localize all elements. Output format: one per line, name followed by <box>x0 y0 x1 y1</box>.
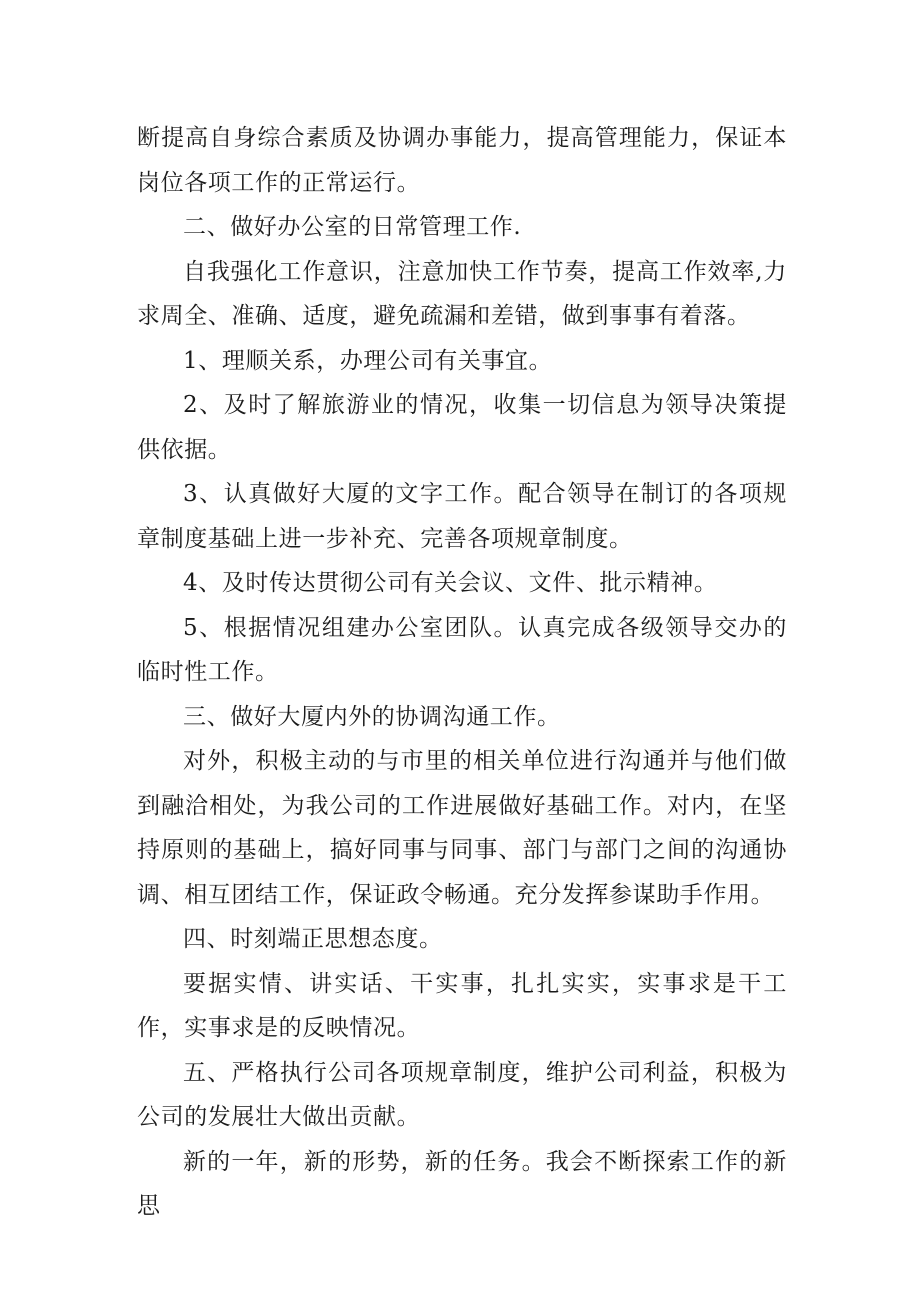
section-heading-4: 四、时刻端正思想态度。 <box>183 926 443 952</box>
document-body <box>137 116 787 1229</box>
paragraph-continuation: 断提高自身综合素质及协调办事能力，提高管理能力，保证本岗位各项工作的正常运行。 <box>137 125 787 196</box>
paragraph: 对外，积极主动的与市里的相关单位进行沟通并与他们做到融洽相处，为我公司的工作进展做好基础工作。对内，在坚持原则的基础上，搞好同事与同事、部门与部门之间的沟通协调、相互团结工作，保证政令畅通。充分发挥参谋助手作用。 <box>137 748 787 908</box>
section-heading-5: 五、严格执行公司各项规章制度，维护公司利益，积极为公司的发展壮大做出贡献。 <box>137 1059 787 1130</box>
list-item-2: 2、及时了解旅游业的情况，收集一切信息为领导决策提供依据。 <box>137 392 787 463</box>
list-item-4: 4、及时传达贯彻公司有关会议、文件、批示精神。 <box>183 570 718 596</box>
paragraph: 自我强化工作意识，注意加快工作节奏，提高工作效率,力求周全、准确、适度，避免疏漏和差错，做到事事有着落。 <box>137 258 787 329</box>
paragraph: 要据实情、讲实话、干实事，扎扎实实，实事求是干工作，实事求是的反映情况。 <box>137 970 787 1041</box>
section-heading-2: 二、做好办公室的日常管理工作. <box>183 214 522 240</box>
list-item-1: 1、理顺关系，办理公司有关事宜。 <box>183 347 553 374</box>
paragraph-final: 新的一年，新的形势，新的任务。我会不断探索工作的新思 <box>137 1148 787 1219</box>
list-item-3: 3、认真做好大厦的文字工作。配合领导在制订的各项规章制度基础上进一步补充、完善各项规章制度。 <box>137 481 787 552</box>
section-heading-3: 三、做好大厦内外的协调沟通工作。 <box>183 703 561 730</box>
list-item-5: 5、根据情况组建办公室团队。认真完成各级领导交办的临时性工作。 <box>137 614 787 685</box>
